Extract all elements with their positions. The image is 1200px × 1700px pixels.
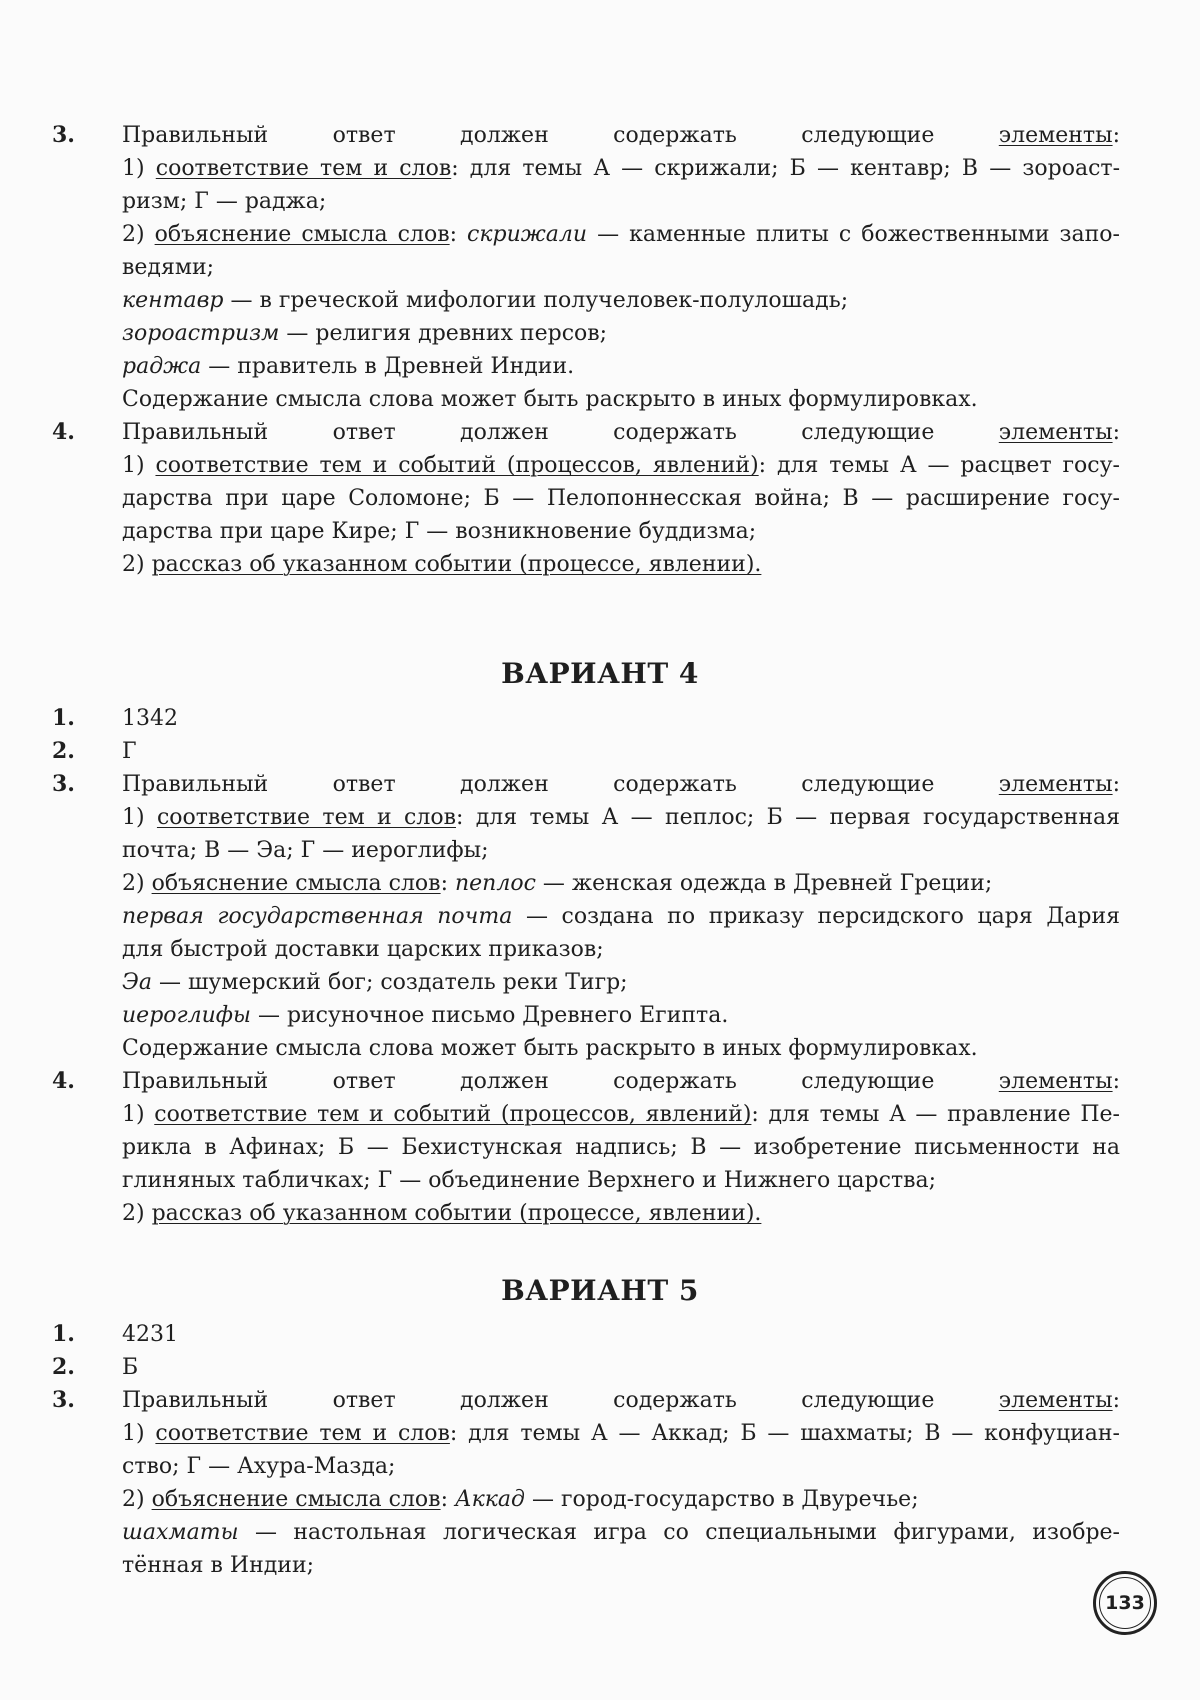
- v5-question-2: [0, 1351, 1200, 1384]
- v4-question-3: [0, 768, 1200, 1065]
- answer-value: 1342: [122, 706, 178, 731]
- answer-part-2: 2) рассказ об указанном событии (процессе, явлении).: [122, 1201, 762, 1226]
- answer-part-2: 2) объяснение смысла слов: Аккад — город-государство в Двуречье;: [122, 1487, 919, 1512]
- answer-intro: Правильный ответ должен содержать следующие элементы:: [122, 420, 1120, 445]
- v4-question-2: [0, 735, 1200, 768]
- term-definition: кентавр — в греческой мифологии получеловек-полулошадь;: [122, 288, 849, 313]
- answer-value: Б: [122, 1355, 139, 1380]
- variant-5-heading: ВАРИАНТ 5: [501, 1274, 699, 1307]
- answer-part-1-cont: рикла в Афинах; Б — Бехистунская надпись; В — изобретение письменности на: [122, 1135, 1120, 1160]
- variant-4-heading: ВАРИАНТ 4: [501, 657, 699, 690]
- answer-part-1: 1) соответствие тем и слов: для темы А — Аккад; Б — шахматы; В — конфуциан-: [122, 1421, 1120, 1446]
- v5-question-3: [0, 1384, 1200, 1582]
- answer-note: Содержание смысла слова может быть раскрыто в иных формулировках.: [122, 387, 978, 412]
- page-number-badge: [1093, 1571, 1157, 1635]
- answer-intro: Правильный ответ должен содержать следующие элементы:: [122, 1388, 1120, 1413]
- question-number: 3.: [52, 1387, 75, 1413]
- answer-part-2-cont: ведями;: [122, 255, 215, 280]
- answer-part-2: 2) объяснение смысла слов: скрижали — каменные плиты с божественными запо-: [122, 222, 1120, 247]
- answer-part-1-cont: дарства при царе Кире; Г — возникновение буддизма;: [122, 519, 757, 544]
- answer-note: Содержание смысла слова может быть раскрыто в иных формулировках.: [122, 1036, 978, 1061]
- page-number: 133: [1099, 1577, 1151, 1629]
- v4-question-4: [0, 1065, 1200, 1230]
- answer-intro: Правильный ответ должен содержать следующие элементы:: [122, 1069, 1120, 1094]
- answer-part-2: 2) рассказ об указанном событии (процессе, явлении).: [122, 552, 762, 577]
- answer-part-1-cont: почта; В — Эа; Г — иероглифы;: [122, 838, 489, 863]
- term-definition: Эа — шумерский бог; создатель реки Тигр;: [122, 970, 628, 995]
- term-definition: первая государственная почта — создана по приказу персидского царя Дария: [122, 904, 1120, 929]
- question-number: 4.: [52, 419, 75, 445]
- answer-part-1-cont: ство; Г — Ахура-Мазда;: [122, 1454, 396, 1479]
- answer-intro: Правильный ответ должен содержать следующие элементы:: [122, 772, 1120, 797]
- answer-part-1: 1) соответствие тем и событий (процессов, явлений): для темы А — правление Пе-: [122, 1102, 1120, 1127]
- answer-part-1: 1) соответствие тем и событий (процессов, явлений): для темы А — расцвет госу-: [122, 453, 1120, 478]
- term-definition: зороастризм — религия древних персов;: [122, 321, 608, 346]
- question-number: 2.: [52, 738, 75, 764]
- answer-part-1-cont: дарства при царе Соломоне; Б — Пелопоннесская война; В — расширение госу-: [122, 486, 1120, 511]
- question-number: 3.: [52, 771, 75, 797]
- question-number: 3.: [52, 122, 75, 148]
- v3-question-3: [0, 119, 1200, 416]
- answer-part-1-cont: глиняных табличках; Г — объединение Верхнего и Нижнего царства;: [122, 1168, 937, 1193]
- question-number: 4.: [52, 1068, 75, 1094]
- term-definition-cont: тённая в Индии;: [122, 1553, 315, 1578]
- question-number: 2.: [52, 1354, 75, 1380]
- answer-part-1: 1) соответствие тем и слов: для темы А — скрижали; Б — кентавр; В — зороаст-: [122, 156, 1121, 181]
- v4-question-1: [0, 702, 1200, 735]
- answer-part-1-cont: ризм; Г — раджа;: [122, 189, 327, 214]
- term-definition-cont: для быстрой доставки царских приказов;: [122, 937, 604, 962]
- answer-part-1: 1) соответствие тем и слов: для темы А — пеплос; Б — первая государственная: [122, 805, 1121, 830]
- answer-value: Г: [122, 739, 137, 764]
- answer-intro: Правильный ответ должен содержать следующие элементы:: [122, 123, 1120, 148]
- term-definition: иероглифы — рисуночное письмо Древнего Египта.: [122, 1003, 729, 1028]
- term-definition: шахматы — настольная логическая игра со специальными фигурами, изобре-: [122, 1520, 1120, 1545]
- question-number: 1.: [52, 705, 75, 731]
- v3-question-4: [0, 416, 1200, 581]
- answer-part-2: 2) объяснение смысла слов: пеплос — женская одежда в Древней Греции;: [122, 871, 993, 896]
- term-definition: раджа — правитель в Древней Индии.: [122, 354, 575, 379]
- question-number: 1.: [52, 1321, 75, 1347]
- v5-question-1: [0, 1318, 1200, 1351]
- answer-value: 4231: [122, 1322, 178, 1347]
